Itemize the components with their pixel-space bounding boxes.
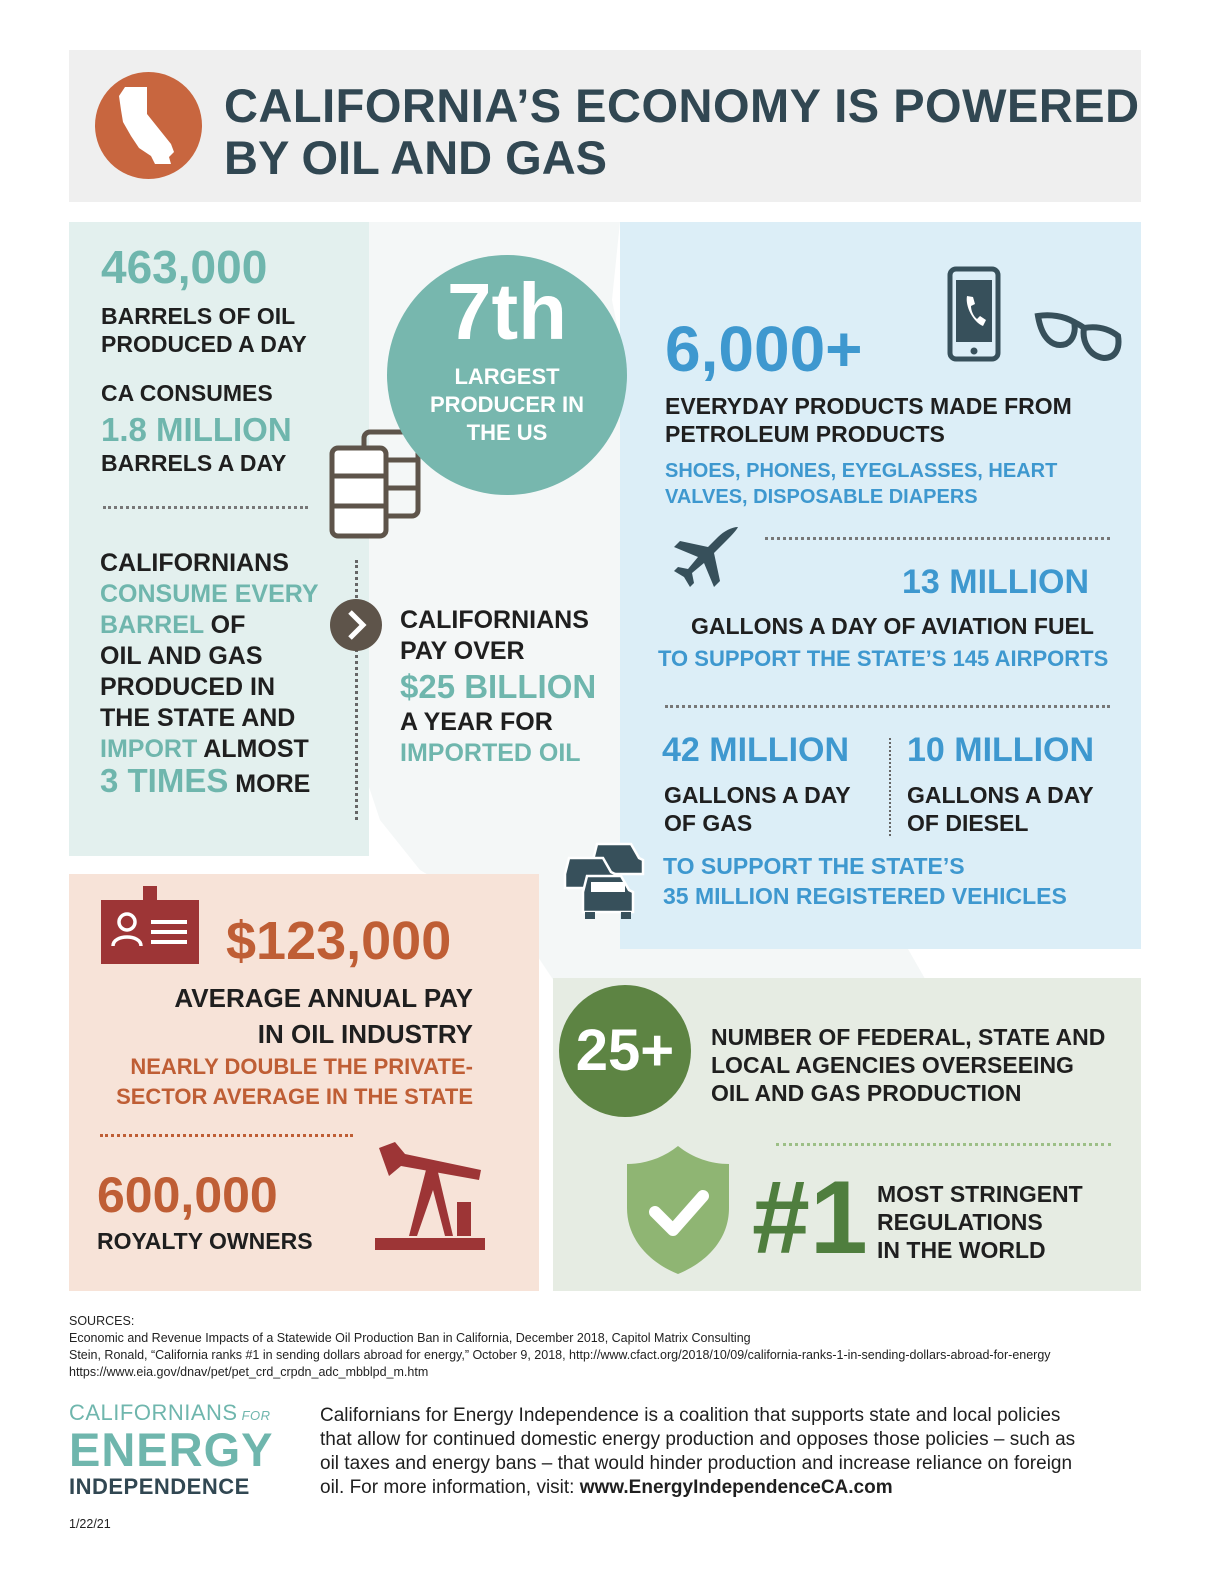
imports-value: $25 BILLION — [400, 668, 597, 705]
divider — [103, 506, 308, 509]
gas-label: GALLONS A DAY OF GAS — [664, 782, 851, 836]
divider — [100, 1134, 353, 1137]
website-link[interactable]: www.EnergyIndependenceCA.com — [579, 1477, 893, 1498]
aviation-label: GALLONS A DAY OF AVIATION FUEL — [691, 613, 1094, 639]
products-value: 6,000+ — [665, 313, 863, 385]
eyeglasses-icon — [1034, 308, 1122, 368]
pump-jack-icon — [375, 1140, 485, 1252]
about-text: Californians for Energy Independence is a coalition that supports state and local policies that allow for continued domestic energy production and opposes those policies – such as oil taxes and energy bans – that would hinder production and increase reliance on foreign oil. For more information, visit: www.EnergyIndependenceCA.com — [320, 1405, 1076, 1498]
products-examples: SHOES, PHONES, EYEGLASSES, HEART VALVES, DISPOSABLE DIAPERS — [665, 460, 1058, 508]
agencies-value: 25+ — [575, 1018, 675, 1083]
imports-text-2: A YEAR FOR IMPORTED OIL — [400, 708, 581, 767]
royalty-value: 600,000 — [97, 1167, 278, 1223]
pay-label: AVERAGE ANNUAL PAY IN OIL INDUSTRY — [174, 983, 473, 1049]
california-badge — [95, 72, 202, 179]
barrels-produced-value: 463,000 — [101, 241, 268, 293]
regulations-label: MOST STRINGENT REGULATIONS IN THE WORLD — [877, 1181, 1083, 1263]
aviation-airports: TO SUPPORT THE STATE’S 145 AIRPORTS — [658, 646, 1109, 671]
consumes-unit: BARRELS A DAY — [101, 450, 287, 476]
shield-check-icon — [623, 1142, 733, 1276]
phone-icon — [947, 266, 1001, 362]
source-item: Economic and Revenue Impacts of a Statewide Oil Production Ban in California, December 2018, Capitol Matrix Consulting — [69, 1331, 751, 1345]
consume-every-barrel-text: CALIFORNIANS CONSUME EVERY BARREL OF OIL AND GAS PRODUCED IN THE STATE AND IMPORT ALMOST 3 TIMES MORE — [100, 549, 319, 799]
royalty-label: ROYALTY OWNERS — [97, 1228, 313, 1254]
gas-value: 42 MILLION — [662, 731, 850, 769]
producer-rank-label: LARGEST PRODUCER IN THE US — [429, 364, 584, 445]
diesel-value: 10 MILLION — [907, 731, 1095, 769]
producer-rank-circle — [387, 255, 627, 495]
divider — [665, 705, 1110, 708]
pay-value: $123,000 — [226, 911, 452, 971]
page-title-line2: BY OIL AND GAS — [224, 131, 608, 184]
diesel-label: GALLONS A DAY OF DIESEL — [907, 782, 1094, 836]
agencies-circle — [559, 985, 691, 1117]
pay-note: NEARLY DOUBLE THE PRIVATE- SECTOR AVERAGE IN THE STATE — [116, 1054, 473, 1109]
agencies-label: NUMBER OF FEDERAL, STATE AND LOCAL AGENCIES OVERSEEING OIL AND GAS PRODUCTION — [711, 1024, 1106, 1106]
id-badge-icon — [99, 884, 201, 966]
sources-heading: SOURCES: — [69, 1314, 135, 1328]
consumes-label: CA CONSUMES — [101, 380, 273, 406]
publish-date: 1/22/21 — [69, 1517, 111, 1531]
chevron-right-icon — [330, 599, 382, 651]
vehicles-text: TO SUPPORT THE STATE’S 35 MILLION REGISTERED VEHICLES — [663, 853, 1067, 909]
organization-logo: CALIFORNIANS FOR ENERGY INDEPENDENCE — [69, 1400, 274, 1499]
consumes-value: 1.8 MILLION — [101, 411, 292, 448]
california-icon — [95, 72, 202, 179]
airplane-icon — [672, 525, 742, 591]
sources-block — [69, 1313, 1051, 1381]
producer-rank-value: 7th — [447, 267, 567, 356]
products-label: EVERYDAY PRODUCTS MADE FROM PETROLEUM PRODUCTS — [665, 393, 1072, 447]
divider — [776, 1143, 1111, 1146]
divider — [765, 537, 1110, 540]
cars-icon — [563, 840, 645, 920]
imports-text: CALIFORNIANS PAY OVER — [400, 606, 589, 665]
vertical-divider — [889, 738, 891, 836]
regulations-rank-value: #1 — [752, 1160, 868, 1276]
source-item: https://www.eia.gov/dnav/pet/pet_crd_crpdn_adc_mbblpd_m.htm — [69, 1365, 429, 1379]
aviation-value: 13 MILLION — [902, 563, 1090, 601]
page-title-line1: CALIFORNIA’S ECONOMY IS POWERED — [224, 79, 1140, 132]
source-item: Stein, Ronald, “California ranks #1 in sending dollars abroad for energy,” October 9, 2018, http://www.cfact.org/2018/10/09/california-ranks-1-in-sending-dollars-abroad-for-energy — [69, 1348, 1051, 1362]
barrels-produced-label: BARRELS OF OIL PRODUCED A DAY — [101, 303, 307, 357]
